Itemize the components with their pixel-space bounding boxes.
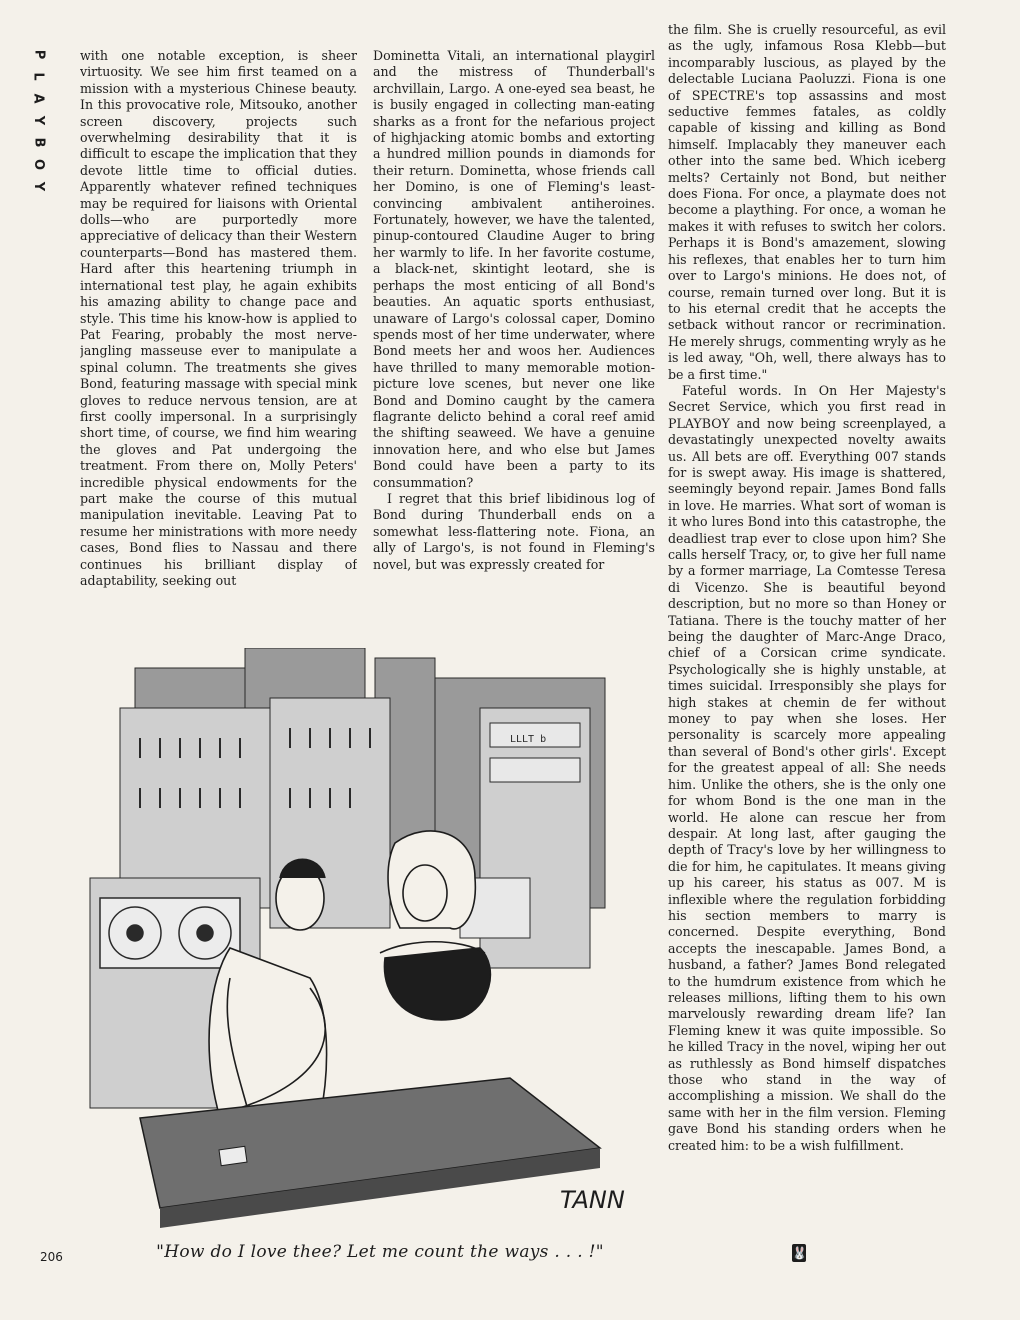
paragraph: Dominetta Vitali, an international playgirl and the mistress of Thunderball's archvillain, Largo. A one-eyed sea beast, he is busily engaged in collecting man-eating sharks as a front for the nefarious project of highjacking atomic bombs and extorting a hundred million pounds in diamonds for their return. Dominetta, whose friends call her Domino, is one of Fleming's least-convincing ambivalent antiheroines. Fortunately, however, we have the talented, pinup-contoured Claudine Auger to bring her warmly to life. In her favorite costume, a black-net, skintight leotard, she is perhaps the most enticing of all Bond's beauties. An aquatic sports enthusiast, unaware of Largo's colossal caper, Domino spends most of her time underwater, where Bond meets her and woos her. Audiences have thrilled to many memorable motion-picture love scenes, but never one like Bond and Domino caught by the camera flagrante delicto behind a coral reef amid the shifting seaweed. We have a genuine innovation here, and who else but James Bond could have been a party to its consummation?: [373, 48, 655, 490]
article-column-3: [668, 22, 946, 1240]
title-letter: Y: [30, 115, 46, 127]
console-label: LLLT b: [510, 734, 547, 745]
title-letter: Y: [30, 181, 46, 193]
title-letter: B: [30, 137, 46, 149]
title-letter: A: [31, 93, 46, 105]
paragraph: with one notable exception, is sheer virtuosity. We see him first teamed on a mission with a mysterious Chinese beauty. In this provocative role, Mitsouko, another screen discovery, projects such overwhelming desirability that it is difficult to escape the implication that they devote little time to official duties. Apparently whatever refined techniques may be required for liaisons with Oriental dolls—who are purportedly more appreciative of delicacy than their Western counterparts—Bond has mastered them. Hard after this heartening triumph in international test play, he again exhibits his amazing ability to change pace and style. This time his know-how is applied to Pat Fearing, probably the most nerve-jangling masseuse ever to manipulate a spinal column. The treatments she gives Bond, featuring massage with special mink gloves to reduce nervous tension, are at first coolly impersonal. In a surprisingly short time, of course, we find him wearing the gloves and Pat undergoing the treatment. From there on, Molly Peters' incredible physical endowments for the part make the course of this mutual manipulation inevitable. Leaving Pat to resume her ministrations with more needy cases, Bond flies to Nassau and there continues his brilliant display of adaptability, seeking out: [80, 48, 357, 588]
article-column-1: [80, 48, 357, 610]
cartoon-caption: "How do I love thee? Let me count the ways . . . !": [156, 1242, 604, 1262]
title-letter: L: [30, 72, 46, 82]
title-letter: O: [31, 158, 46, 172]
cartoon-illustration: [80, 648, 652, 1236]
bunny-logo-icon: 🐰: [792, 1246, 807, 1260]
paragraph: the film. She is cruelly resourceful, as evil as the ugly, infamous Rosa Klebb—but incomparably luscious, as played by the delectable Luciana Paoluzzi. Fiona is one of SPECTRE's top assassins and most seductive femmes fatales, as coldly capable of kissing and killing as Bond himself. Implacably they maneuver each other into the same bed. Which iceberg melts? Certainly not Bond, but neither does Fiona. For once, a playmate does not become a plaything. For once, a woman he makes it with refuses to switch her colors. Perhaps it is Bond's amazement, slowing his reflexes, that enables her to turn him over to Largo's minions. He does not, of course, remain turned over long. But it is to his eternal credit that he accepts the setback without rancor or recrimination. He merely shrugs, commenting wryly as he is led away, "Oh, well, there always has to be a first time.": [668, 22, 946, 382]
page-number: 206: [40, 1250, 63, 1264]
title-letter: P: [31, 49, 46, 61]
magazine-title-vertical: [25, 44, 51, 198]
article-column-2: [373, 48, 655, 610]
paragraph: Fateful words. In On Her Majesty's Secret Service, which you first read in PLAYBOY and now being screenplayed, a devastatingly unexpected novelty awaits us. All bets are off. Everything 007 stands for is swept away. His image is shattered, seemingly beyond repair. James Bond falls in love. He marries. What sort of woman is it who lures Bond into this catastrophe, the deadliest trap ever to close upon him? She calls herself Tracy, or, to give her full name by a former marriage, La Comtesse Teresa di Vicenzo. She is beautiful beyond description, but no more so than Honey or Tatiana. There is the touchy matter of her being the daughter of Marc-Ange Draco, chief of a Corsican crime syndicate. Psychologically she is highly unstable, at times suicidal. Irresponsibly she plays for high stakes at chemin de fer without money to pay when she loses. Her personality is scarcely more appealing than several of Bond's other girls'. Except for the greatest appeal of all: She needs him. Unlike the others, she is the only one for whom Bond is the one man in the world. He alone can rescue her from despair. At long last, after gauging the depth of Tracy's love by her willingness to die for him, he capitulates. It means giving up his career, his status as 007. M is inflexible where the regulation forbidding his section members to marry is concerned. Despite everything, Bond accepts the inescapable. James Bond, a husband, a father? James Bond relegated to the humdrum existence from which he releases millions, lifting them to his own marvelously rewarding dream life? Ian Fleming knew it was quite impossible. So he killed Tracy in the novel, wiping her out as ruthlessly as Bond himself dispatches those who stand in the way of accomplishing a mission. We shall do the same with her in the film version. Fleming gave Bond his standing orders when he created him: to be a wish fulfillment.: [668, 382, 946, 1153]
paragraph: I regret that this brief libidinous log of Bond during Thunderball ends on a somewhat less-flattering note. Fiona, an ally of Largo's, is not found in Fleming's novel, but was expressly created for: [373, 490, 655, 572]
artist-signature: TANN: [560, 1186, 625, 1214]
